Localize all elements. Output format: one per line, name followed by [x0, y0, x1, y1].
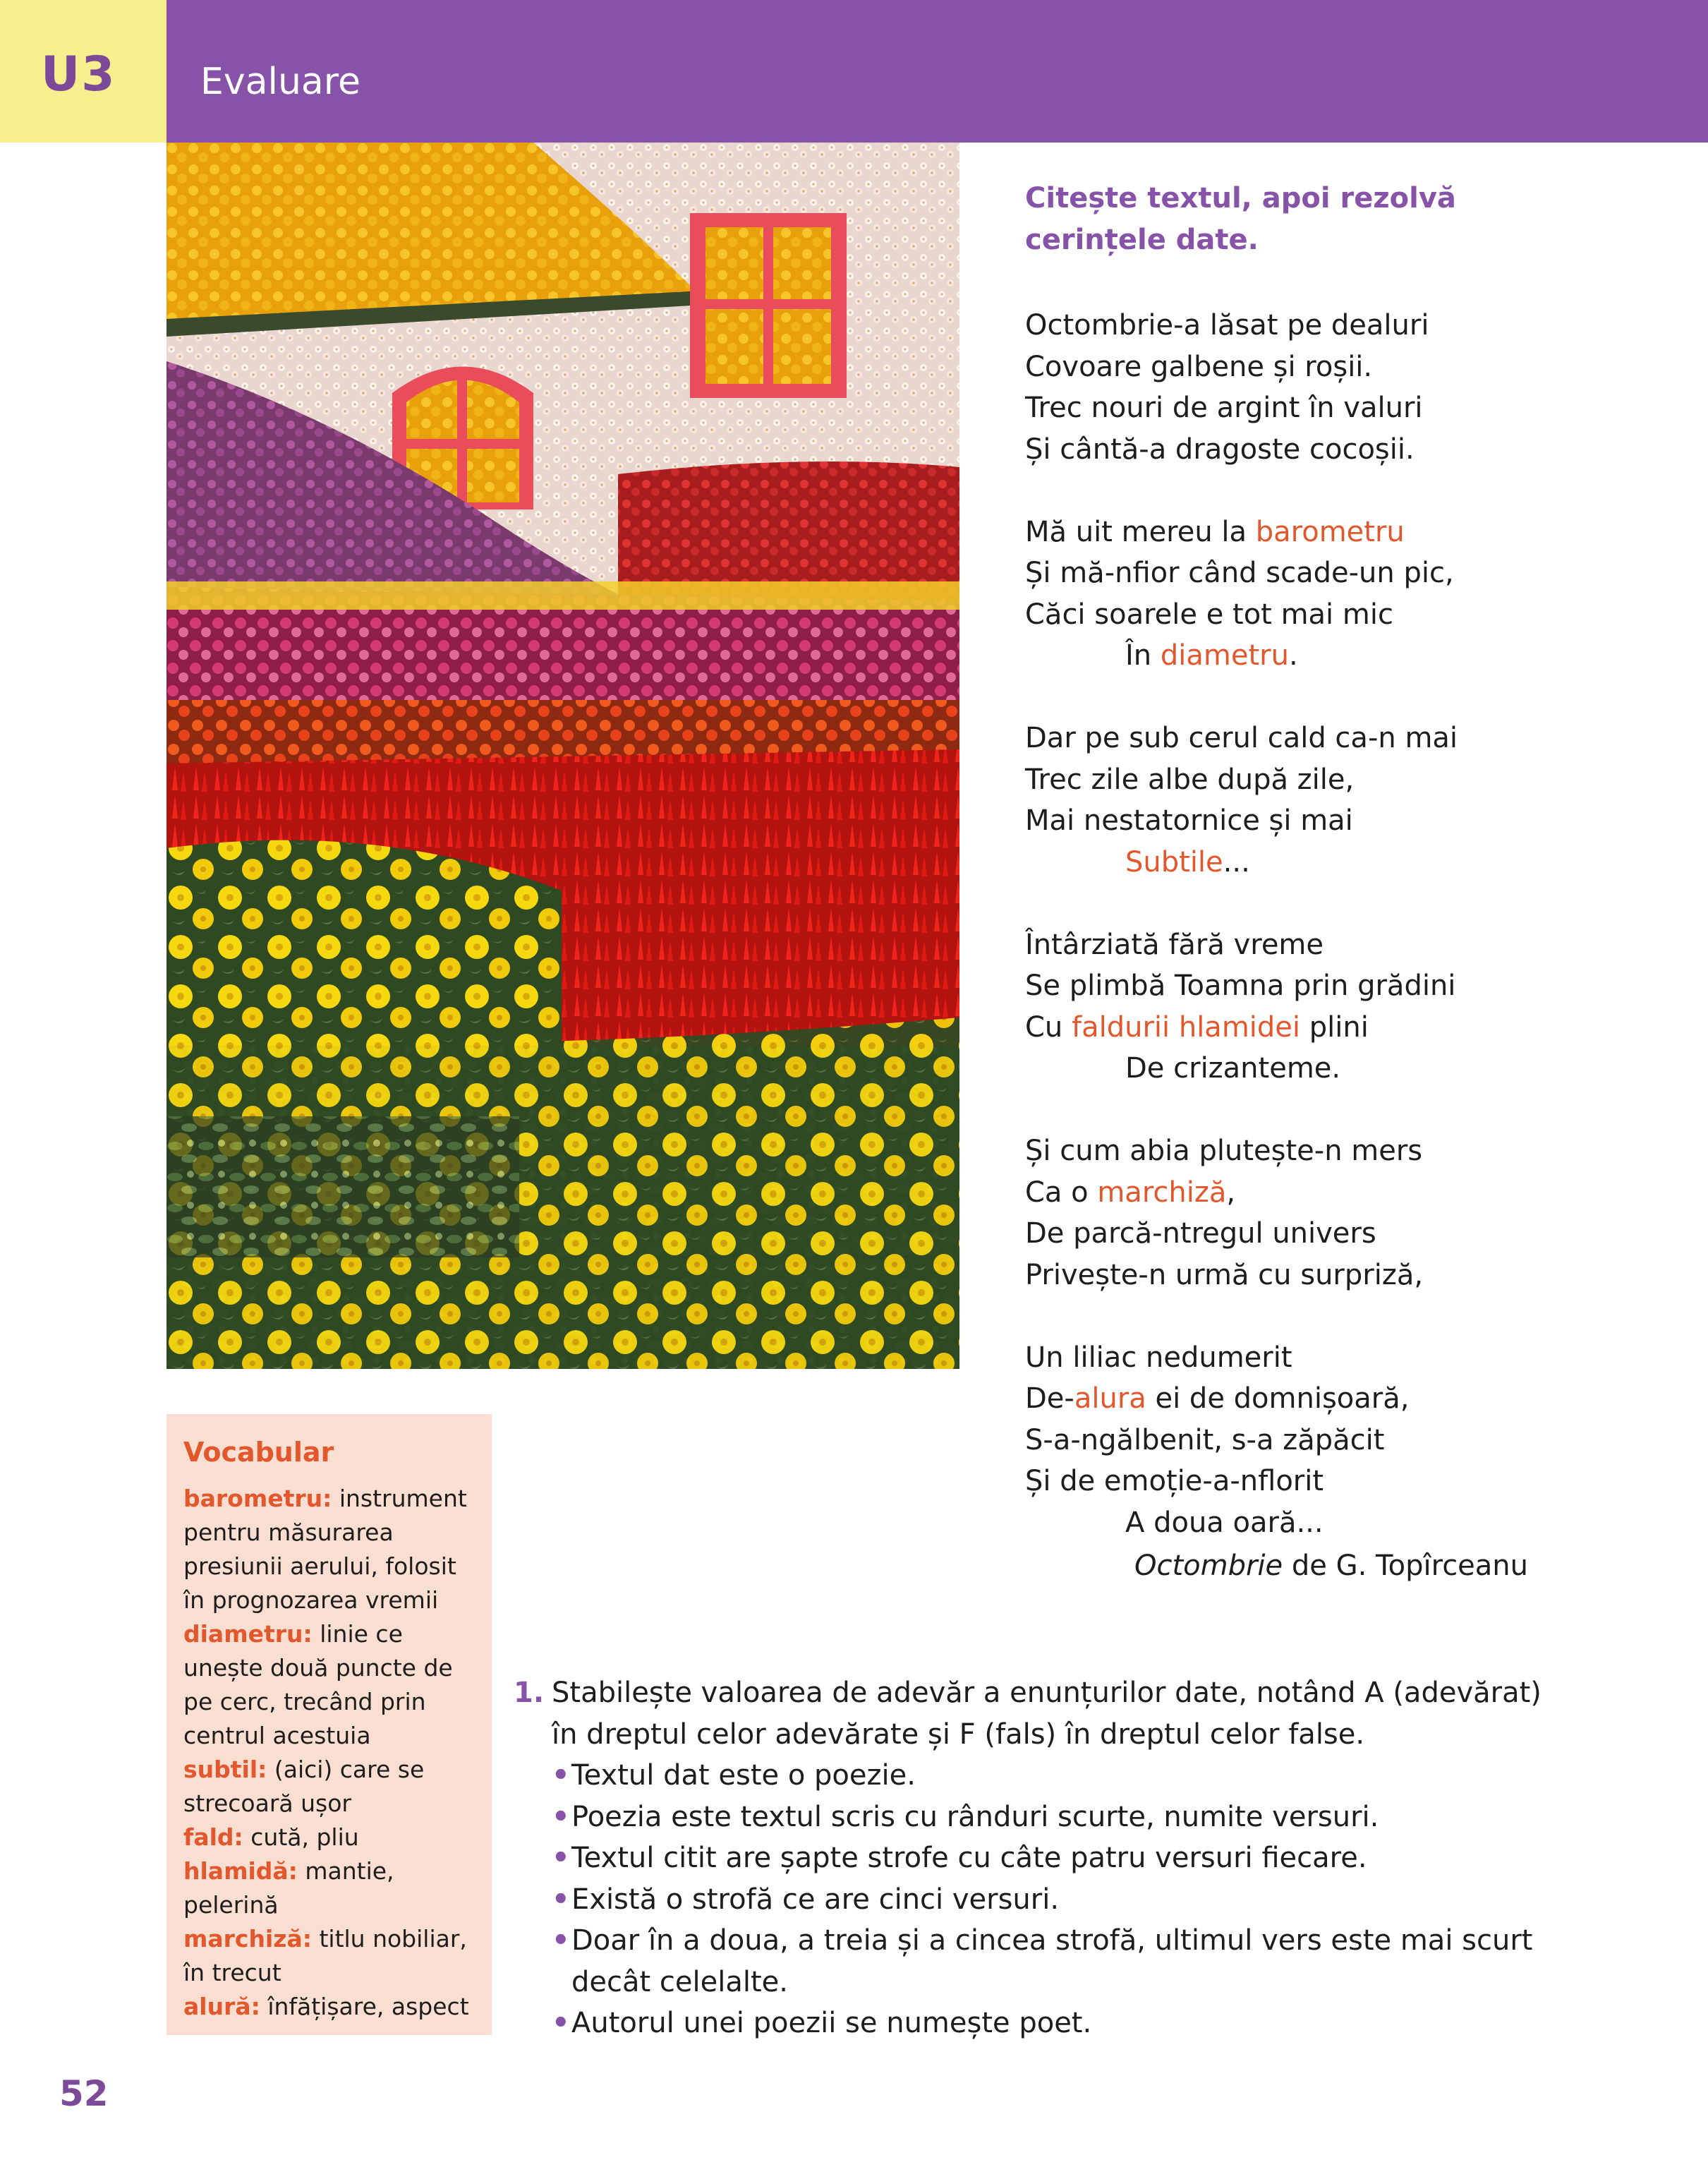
- statement-text: Autorul unei poezii se numește poet.: [571, 2007, 1092, 2039]
- instruction-line-1: Citește textul, apoi rezolvă: [1025, 182, 1456, 215]
- vocabulary-definition: (aici) care se strecoară ușor: [183, 1756, 425, 1817]
- statement-item: [552, 2003, 1551, 2044]
- poem-attribution: [1134, 1545, 1528, 1586]
- statement-text: Textul dat este o poezie.: [571, 1759, 916, 1792]
- vocabulary-definition: titlu nobiliar, în trecut: [183, 1925, 467, 1986]
- glossed-word: marchiză: [1097, 1176, 1227, 1209]
- glossed-word: alura: [1074, 1382, 1146, 1415]
- verse: Căci soarele e tot mai mic: [1025, 598, 1393, 631]
- vocabulary-item: [183, 1990, 483, 2024]
- statement-list: [552, 1755, 1551, 2044]
- verse: Octombrie-a lăsat pe dealuri: [1025, 309, 1429, 342]
- vocabulary-definition: linie ce unește două puncte de pe cerc, trecând prin centrul acestuia: [183, 1620, 453, 1749]
- glossed-word: faldurii hlamidei: [1072, 1010, 1301, 1044]
- section-title: Evaluare: [200, 61, 361, 103]
- vocabulary-term: fald:: [183, 1823, 243, 1851]
- statement-text: Doar în a doua, a treia și a cincea strofă, ultimul vers este mai scurt decât celelalte.: [571, 1924, 1533, 1998]
- bullet-icon: •: [552, 1924, 570, 1957]
- bullet-icon: •: [552, 1842, 570, 1874]
- vocabulary-item: [183, 1821, 483, 1854]
- verse: De parcă-ntregul univers: [1025, 1217, 1376, 1250]
- vocabulary-item: [183, 1617, 483, 1753]
- verse: Un liliac nedumerit: [1025, 1341, 1292, 1374]
- vocabulary-term: subtil:: [183, 1756, 267, 1783]
- stanza-2: [1025, 512, 1660, 677]
- statement-item: [552, 1797, 1551, 1838]
- verse-text: De-: [1025, 1382, 1074, 1415]
- poem-author: de G. Topîrceanu: [1283, 1550, 1529, 1582]
- statement-text: Poezia este textul scris cu rânduri scurte, numite versuri.: [571, 1800, 1379, 1833]
- verse: Covoare galbene și roșii.: [1025, 350, 1373, 383]
- poem: [1025, 305, 1660, 1585]
- verse-text: Ca o: [1025, 1176, 1098, 1209]
- verse: Privește-n urmă cu surpriză,: [1025, 1258, 1424, 1291]
- instruction-line-2: cerințele date.: [1025, 223, 1259, 256]
- verse: Și cântă-a dragoste cocoșii.: [1025, 433, 1415, 466]
- vocabulary-box: [166, 1414, 492, 2035]
- exercise-1: [514, 1672, 1551, 2044]
- verse-text: ...: [1223, 845, 1250, 879]
- vocabulary-list: [183, 1482, 483, 2024]
- vocabulary-item: [183, 1922, 483, 1990]
- verse: [1025, 1172, 1660, 1214]
- page-number: 52: [59, 2073, 109, 2114]
- bullet-icon: •: [552, 1883, 570, 1916]
- unit-badge: [0, 0, 166, 143]
- unit-label: U3: [41, 47, 116, 102]
- verse-text: În: [1125, 639, 1161, 672]
- verse: [1025, 1378, 1660, 1420]
- vocabulary-title: Vocabular: [183, 1437, 334, 1468]
- verse: De crizanteme.: [1125, 1052, 1341, 1085]
- verse: Se plimbă Toamna prin grădini: [1025, 970, 1456, 1002]
- vocabulary-term: marchiză:: [183, 1925, 312, 1952]
- vocabulary-term: diametru:: [183, 1620, 313, 1648]
- bullet-icon: •: [552, 1800, 570, 1833]
- glossed-word: diametru: [1160, 639, 1289, 672]
- stanza-4: [1025, 924, 1660, 1089]
- statement-item: [552, 1755, 1551, 1797]
- verse: Și cum abia plutește-n mers: [1025, 1135, 1423, 1167]
- verse-text: Cu: [1025, 1010, 1072, 1044]
- exercise-number: 1.: [514, 1677, 545, 1709]
- statement-item: [552, 1920, 1551, 2003]
- statement-item: [552, 1879, 1551, 1921]
- verse: S-a-ngălbenit, s-a zăpăcit: [1025, 1423, 1385, 1456]
- verse: Dar pe sub cerul cald ca-n mai: [1025, 722, 1458, 754]
- verse-text: Mă uit mereu la: [1025, 515, 1256, 548]
- vocabulary-item: [183, 1854, 483, 1922]
- stanza-1: [1025, 305, 1660, 470]
- verse-text: plini: [1300, 1010, 1369, 1044]
- vocabulary-definition: cută, pliu: [243, 1823, 359, 1851]
- poem-title: Octombrie: [1134, 1550, 1283, 1582]
- bullet-icon: •: [552, 1759, 570, 1792]
- exercise-prompt: Stabilește valoarea de adevăr a enunțurilor date, notând A (adevărat) în dreptul celor adevărate și F (fals) în dreptul celor false.: [552, 1677, 1542, 1751]
- vocabulary-term: hlamidă:: [183, 1857, 298, 1885]
- verse: [1025, 512, 1660, 553]
- verse-text: ei de domnișoară,: [1146, 1382, 1410, 1415]
- vocabulary-item: [183, 1753, 483, 1821]
- statement-item: [552, 1837, 1551, 1879]
- statement-text: Există o strofă ce are cinci versuri.: [571, 1883, 1060, 1916]
- statement-text: Textul citit are șapte strofe cu câte patru versuri fiecare.: [571, 1842, 1367, 1874]
- vocabulary-term: barometru:: [183, 1485, 332, 1512]
- verse-text: .: [1288, 639, 1298, 672]
- verse: Trec zile albe după zile,: [1025, 763, 1355, 796]
- flower-house-image: [166, 143, 959, 1369]
- stanza-3: [1025, 718, 1660, 883]
- stanza-6: [1025, 1337, 1660, 1544]
- glossed-word: barometru: [1255, 515, 1405, 548]
- verse: Mai nestatornice și mai: [1025, 804, 1353, 837]
- verse: A doua oară...: [1125, 1506, 1324, 1539]
- verse-text: ,: [1226, 1176, 1236, 1209]
- verse: [1025, 635, 1660, 677]
- bullet-icon: •: [552, 2007, 570, 2039]
- stanza-5: [1025, 1130, 1660, 1296]
- verse: [1025, 842, 1660, 883]
- verse: Și mă-nfior când scade-un pic,: [1025, 557, 1454, 589]
- vocabulary-definition: instrument pentru măsurarea presiunii aerului, folosit în prognozarea vremii: [183, 1485, 467, 1614]
- verse: Și de emoție-a-nflorit: [1025, 1465, 1324, 1497]
- vocabulary-definition: mantie, pelerină: [183, 1857, 394, 1919]
- verse: Trec nouri de argint în valuri: [1025, 392, 1423, 424]
- header-bar: [166, 0, 1708, 143]
- vocabulary-item: [183, 1482, 483, 1617]
- vocabulary-term: alură:: [183, 1993, 260, 2020]
- flower-house-photo: [166, 143, 959, 1369]
- verse: Întârziată fără vreme: [1025, 928, 1324, 961]
- glossed-word: Subtile: [1125, 845, 1223, 879]
- verse: [1025, 1007, 1660, 1049]
- vocabulary-definition: înfățișare, aspect: [260, 1993, 469, 2020]
- instruction: [1025, 178, 1519, 260]
